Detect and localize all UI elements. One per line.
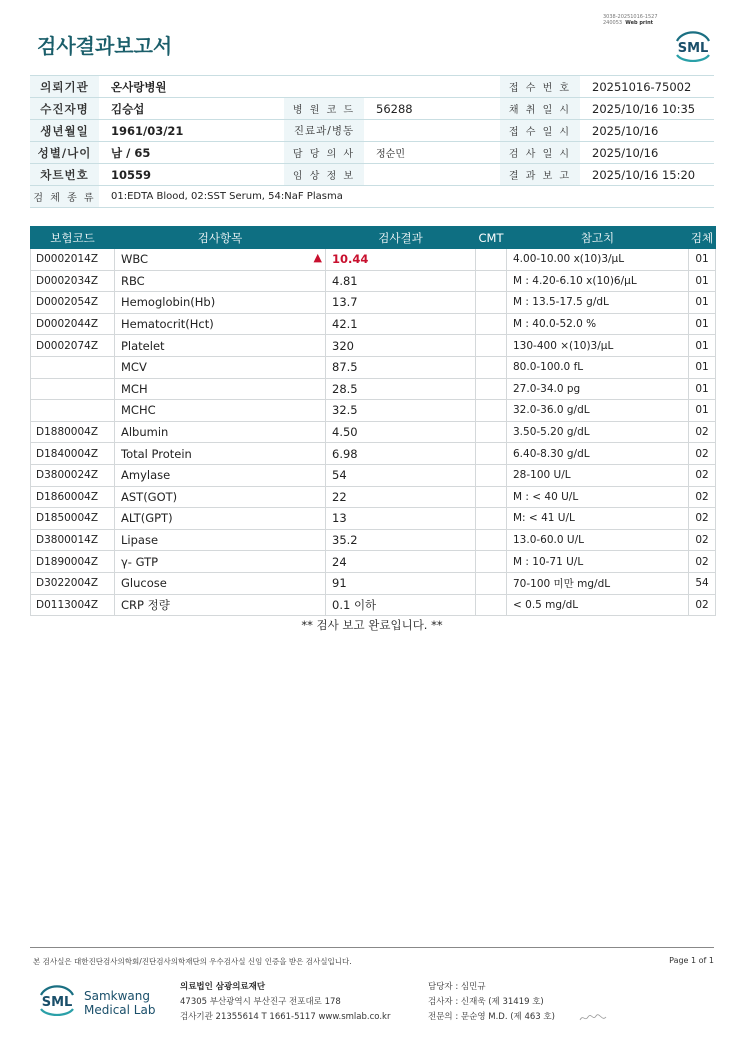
info-value: 2025/10/16 [580, 142, 714, 164]
footer-staff: 담당자 : 심민규 검사자 : 신재욱 (제 31419 호) 전문의 : 문순영 M.D. (제 463 호) [428, 982, 555, 1022]
completion-note: ** 검사 보고 완료입니다. ** [301, 618, 443, 632]
cell-spec: 01 [689, 292, 716, 314]
cell-item [115, 270, 326, 292]
cell-result: 24 [326, 551, 476, 573]
cell-ref: 80.0-100.0 fL [507, 356, 689, 378]
cell-code: D1880004Z [31, 421, 115, 443]
info-label: 차트번호 [30, 164, 99, 186]
cell-spec: 02 [689, 529, 716, 551]
info-row [30, 76, 714, 98]
result-row [31, 443, 716, 465]
cell-spec: 01 [689, 249, 716, 271]
cell-item [115, 378, 326, 400]
result-row [31, 400, 716, 422]
info-value: 20251016-75002 [580, 76, 714, 98]
item-name: MCH [121, 381, 148, 396]
info-value [364, 164, 500, 186]
result-row [31, 356, 716, 378]
item-name: γ- GTP [121, 554, 159, 569]
cell-item [115, 486, 326, 508]
item-name: Hematocrit(Hct) [121, 317, 214, 332]
cell-cmt [476, 443, 507, 465]
info-value: 56288 [364, 98, 500, 120]
result-row [31, 551, 716, 573]
info-label: 접 수 일 시 [500, 120, 580, 142]
cell-spec: 01 [689, 270, 716, 292]
item-name: ALT(GPT) [121, 511, 173, 526]
cell-result: 91 [326, 572, 476, 594]
item-name: Glucose [121, 576, 167, 591]
col-header-code: 보험코드 [31, 227, 115, 249]
item-name: Total Protein [121, 446, 192, 461]
print-stamp: 3038-20251016-1527 240053 Web print [603, 14, 658, 26]
cell-item [115, 335, 326, 357]
cell-cmt [476, 464, 507, 486]
cell-code: D3800014Z [31, 529, 115, 551]
item-name: Amylase [121, 468, 171, 483]
info-row [30, 142, 714, 164]
cell-code [31, 356, 115, 378]
item-name: MCV [121, 360, 147, 375]
info-label: 임 상 정 보 [284, 164, 364, 186]
cell-ref: M: < 41 U/L [507, 508, 689, 530]
cell-result: 22 [326, 486, 476, 508]
cell-spec: 01 [689, 356, 716, 378]
cell-spec: 01 [689, 400, 716, 422]
cell-ref: 28-100 U/L [507, 464, 689, 486]
cell-item [115, 443, 326, 465]
cell-spec: 01 [689, 313, 716, 335]
info-label: 진료과/병동 [284, 120, 364, 142]
info-label: 채 취 일 시 [500, 98, 580, 120]
item-name: Albumin [121, 425, 169, 440]
cell-spec: 02 [689, 508, 716, 530]
cell-result: 4.50 [326, 421, 476, 443]
cell-item [115, 249, 326, 271]
cell-spec: 02 [689, 421, 716, 443]
info-value: 온사랑병원 [99, 76, 500, 98]
cell-result: 6.98 [326, 443, 476, 465]
info-label: 검 체 종 류 [30, 186, 99, 208]
result-row [31, 270, 716, 292]
info-row [30, 186, 714, 208]
footer-divider [30, 947, 714, 948]
info-value: 10559 [99, 164, 284, 186]
results-table [30, 226, 716, 616]
cell-cmt [476, 529, 507, 551]
cell-result: 13.7 [326, 292, 476, 314]
cell-item [115, 313, 326, 335]
cell-item [115, 572, 326, 594]
cell-ref: 27.0-34.0 pg [507, 378, 689, 400]
cell-result: 13 [326, 508, 476, 530]
cell-spec: 02 [689, 486, 716, 508]
results-header-row [31, 227, 716, 249]
cell-cmt [476, 594, 507, 616]
cell-result: 35.2 [326, 529, 476, 551]
info-row [30, 98, 714, 120]
cell-ref: 130-400 ×(10)3/μL [507, 335, 689, 357]
cell-code: D1850004Z [31, 508, 115, 530]
cell-ref: 4.00-10.00 x(10)3/μL [507, 249, 689, 271]
cell-cmt [476, 400, 507, 422]
cell-item [115, 400, 326, 422]
cell-cmt [476, 486, 507, 508]
result-row [31, 313, 716, 335]
cell-result: 32.5 [326, 400, 476, 422]
cell-cmt [476, 378, 507, 400]
info-value: 2025/10/16 [580, 120, 714, 142]
cell-item [115, 594, 326, 616]
cell-ref: 6.40-8.30 g/dL [507, 443, 689, 465]
info-label: 수진자명 [30, 98, 99, 120]
info-row [30, 120, 714, 142]
info-label: 의뢰기관 [30, 76, 99, 98]
col-header-cmt: CMT [476, 227, 507, 249]
info-value: 김승섭 [99, 98, 284, 120]
cell-spec: 01 [689, 335, 716, 357]
footer-certification-note: 본 검사실은 대한진단검사의학회/진단검사의학재단의 우수검사실 신임 인증을 받은 검사실입니다. [33, 957, 352, 966]
item-name: Lipase [121, 533, 159, 548]
result-row [31, 378, 716, 400]
high-flag-icon: ▲ [313, 251, 322, 264]
info-label: 결 과 보 고 [500, 164, 580, 186]
cell-spec: 02 [689, 443, 716, 465]
item-name: RBC [121, 273, 145, 288]
cell-cmt [476, 313, 507, 335]
info-value: 남 / 65 [99, 142, 284, 164]
info-label: 검 사 일 시 [500, 142, 580, 164]
cell-code: D1890004Z [31, 551, 115, 573]
footer-logo-text: SML [41, 995, 73, 1010]
cell-result: 0.1 이하 [326, 594, 476, 616]
result-row [31, 529, 716, 551]
result-row [31, 249, 716, 271]
col-header-result: 검사결과 [326, 227, 476, 249]
cell-item [115, 529, 326, 551]
cell-ref: M : < 40 U/L [507, 486, 689, 508]
item-name: Hemoglobin(Hb) [121, 295, 216, 310]
sml-logo-text: SML [677, 41, 709, 56]
info-value: 01:EDTA Blood, 02:SST Serum, 54:NaF Plasma [99, 186, 714, 208]
result-row [31, 572, 716, 594]
cell-ref: 13.0-60.0 U/L [507, 529, 689, 551]
cell-code: D0113004Z [31, 594, 115, 616]
info-label: 접 수 번 호 [500, 76, 580, 98]
result-row [31, 421, 716, 443]
cell-ref: M : 4.20-6.10 x(10)6/μL [507, 270, 689, 292]
cell-result: 10.44 [326, 249, 476, 271]
item-name: Platelet [121, 338, 165, 353]
info-value: 2025/10/16 15:20 [580, 164, 714, 186]
result-row [31, 594, 716, 616]
cell-ref: M : 13.5-17.5 g/dL [507, 292, 689, 314]
results-body [31, 249, 716, 616]
cell-code: D3022004Z [31, 572, 115, 594]
info-row [30, 164, 714, 186]
cell-item [115, 356, 326, 378]
cell-code: D1840004Z [31, 443, 115, 465]
info-value: 2025/10/16 10:35 [580, 98, 714, 120]
result-row [31, 335, 716, 357]
cell-cmt [476, 356, 507, 378]
signature-icon [578, 1012, 608, 1024]
item-name: AST(GOT) [121, 489, 178, 504]
cell-ref: 70-100 미만 mg/dL [507, 572, 689, 594]
cell-result: 4.81 [326, 270, 476, 292]
cell-cmt [476, 292, 507, 314]
cell-spec: 01 [689, 378, 716, 400]
cell-cmt [476, 249, 507, 271]
info-label: 성별/나이 [30, 142, 99, 164]
cell-spec: 54 [689, 572, 716, 594]
cell-ref: M : 10-71 U/L [507, 551, 689, 573]
cell-cmt [476, 270, 507, 292]
info-label: 병 원 코 드 [284, 98, 364, 120]
cell-ref: 32.0-36.0 g/dL [507, 400, 689, 422]
cell-result: 54 [326, 464, 476, 486]
item-name: MCHC [121, 403, 156, 418]
cell-item [115, 464, 326, 486]
cell-result: 28.5 [326, 378, 476, 400]
report-title: 검사결과보고서 [37, 34, 173, 58]
cell-item [115, 292, 326, 314]
footer-brand: Samkwang Medical Lab [84, 989, 156, 1017]
cell-result: 87.5 [326, 356, 476, 378]
info-value: 정순민 [364, 142, 500, 164]
cell-code: D0002034Z [31, 270, 115, 292]
cell-code [31, 400, 115, 422]
cell-cmt [476, 335, 507, 357]
result-row [31, 508, 716, 530]
info-value [364, 120, 500, 142]
patient-info-table [30, 75, 714, 208]
result-row [31, 292, 716, 314]
info-value: 1961/03/21 [99, 120, 284, 142]
cell-spec: 02 [689, 594, 716, 616]
cell-code [31, 378, 115, 400]
col-header-item: 검사항목 [115, 227, 326, 249]
cell-item [115, 551, 326, 573]
cell-cmt [476, 508, 507, 530]
cell-item [115, 508, 326, 530]
cell-cmt [476, 572, 507, 594]
cell-result: 320 [326, 335, 476, 357]
footer-organization: 의료법인 삼광의료재단 47305 부산광역시 부산진구 전포대로 178 검사기관 21355614 T 1661-5117 www.smlab.co.kr [180, 982, 391, 1022]
cell-ref: 3.50-5.20 g/dL [507, 421, 689, 443]
item-name: WBC [121, 252, 149, 267]
cell-cmt [476, 421, 507, 443]
page-number: Page 1 of 1 [669, 956, 714, 965]
result-row [31, 486, 716, 508]
cell-item [115, 421, 326, 443]
cell-code: D1860004Z [31, 486, 115, 508]
footer-sml-logo-icon [36, 980, 78, 1018]
cell-code: D0002054Z [31, 292, 115, 314]
cell-code: D0002014Z [31, 249, 115, 271]
info-label: 생년월일 [30, 120, 99, 142]
col-header-spec: 검체 [689, 227, 716, 249]
col-header-ref: 참고치 [507, 227, 689, 249]
item-name: CRP 정량 [121, 597, 170, 612]
cell-result: 42.1 [326, 313, 476, 335]
sml-logo-icon [672, 26, 714, 64]
cell-cmt [476, 551, 507, 573]
cell-ref: < 0.5 mg/dL [507, 594, 689, 616]
cell-code: D3800024Z [31, 464, 115, 486]
cell-spec: 02 [689, 464, 716, 486]
result-row [31, 464, 716, 486]
cell-code: D0002044Z [31, 313, 115, 335]
cell-code: D0002074Z [31, 335, 115, 357]
cell-ref: M : 40.0-52.0 % [507, 313, 689, 335]
cell-spec: 02 [689, 551, 716, 573]
info-label: 담 당 의 사 [284, 142, 364, 164]
